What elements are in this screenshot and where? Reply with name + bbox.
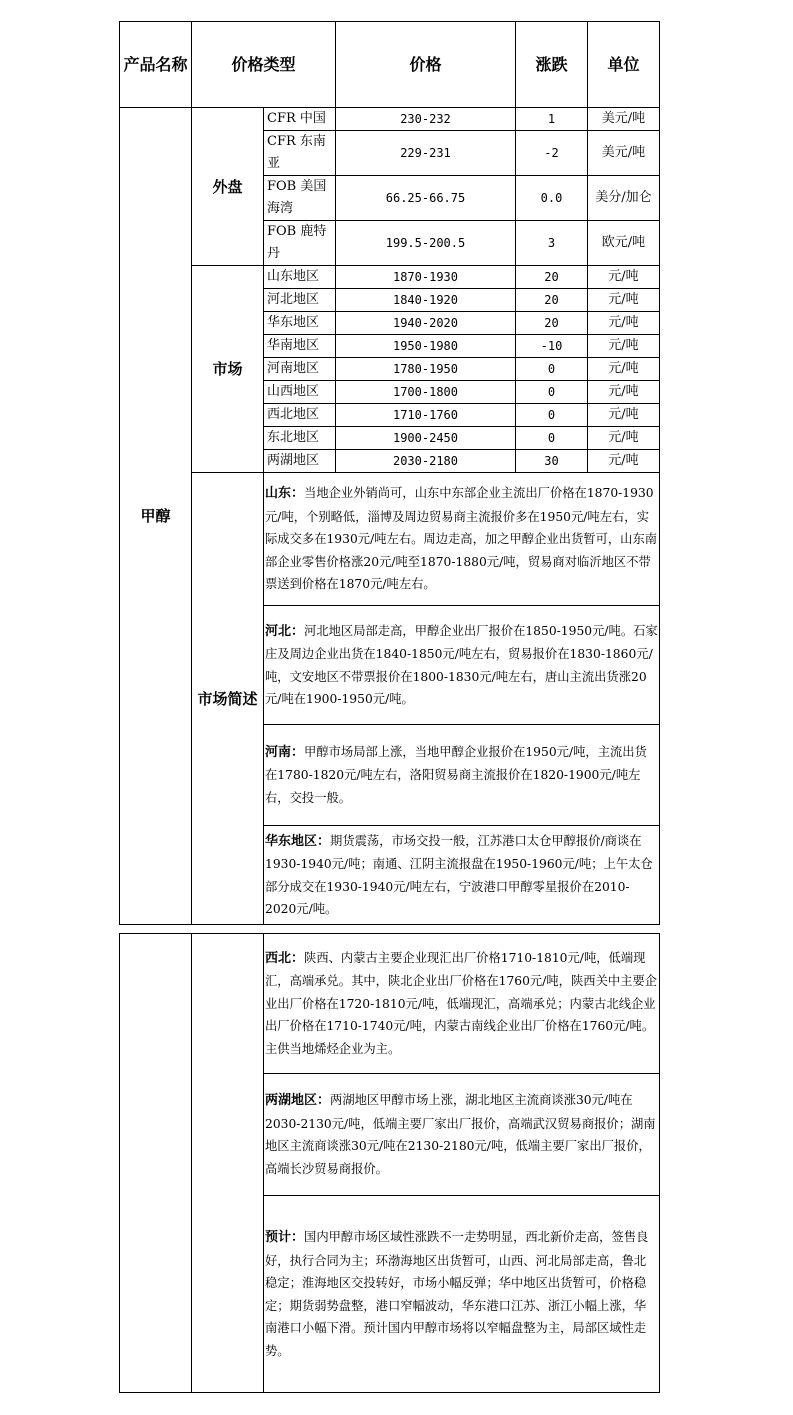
row-price: 1710-1760	[336, 404, 516, 427]
row-change: 0	[516, 381, 588, 404]
row-price: 66.25-66.75	[336, 176, 516, 221]
row-label: CFR 东南亚	[264, 131, 336, 176]
row-label: 西北地区	[264, 404, 336, 427]
row-change: 20	[516, 312, 588, 335]
summary-row	[120, 934, 660, 1074]
price-table	[119, 21, 660, 925]
summary-tag: 河南：	[265, 744, 305, 760]
row-price: 1780-1950	[336, 358, 516, 381]
group-outer: 外盘	[192, 108, 264, 266]
summary-henan	[264, 725, 660, 826]
row-label: 山西地区	[264, 381, 336, 404]
row-price: 2030-2180	[336, 450, 516, 473]
summary-tag: 河北：	[265, 623, 305, 639]
summary-text: 河北地区局部走高，甲醇企业出厂报价在1850-1950元/吨。石家庄及周边企业出货在1840-1850元/吨左右，贸易报价在1830-1860元/吨，文安地区不带票报价在1800-1830元/吨左右，唐山主流出货涨20元/吨在1900-1950元/吨。	[265, 623, 658, 706]
row-unit: 元/吨	[588, 312, 660, 335]
row-unit: 元/吨	[588, 289, 660, 312]
empty-product-cell	[120, 934, 192, 1393]
row-price: 1700-1800	[336, 381, 516, 404]
header-price-type: 价格类型	[192, 22, 336, 108]
summary-hebei	[264, 606, 660, 725]
row-unit: 美分/加仑	[588, 176, 660, 221]
summary-tag: 两湖地区：	[265, 1093, 331, 1108]
row-unit: 元/吨	[588, 450, 660, 473]
summary-text: 当地企业外销尚可，山东中东部企业主流出厂价格在1870-1930元/吨，个别略低，淄博及周边贸易商主流报价多在1950元/吨左右，实际成交多在1930元/吨左右。周边走高，加之甲醇企业出货暂可，山东南部企业零售价格涨20元/吨至1870-1880元/吨，贸易商对临沂地区不带票送到价格在1870元/吨左右。	[265, 486, 658, 592]
row-unit: 美元/吨	[588, 108, 660, 131]
summary-text: 两湖地区甲醇市场上涨，湖北地区主流商谈涨30元/吨在2030-2130元/吨，低端主要厂家出厂报价，高端武汉贸易商报价；湖南地区主流商谈涨30元/吨在2130-2180元/吨，低端主要厂家出厂报价，高端长沙贸易商报价。	[265, 1093, 656, 1176]
row-change: 20	[516, 266, 588, 289]
header-product: 产品名称	[120, 22, 192, 108]
row-label: 华东地区	[264, 312, 336, 335]
row-change: 0	[516, 404, 588, 427]
summary-tag: 华东地区：	[265, 833, 331, 849]
row-label: 华南地区	[264, 335, 336, 358]
row-label: 山东地区	[264, 266, 336, 289]
header-unit: 单位	[588, 22, 660, 108]
summary-text: 国内甲醇市场区域性涨跌不一走势明显，西北新价走高，签售良好，执行合同为主；环渤海地区出货暂可，山西、河北局部走高，鲁北稳定；淮海地区交投转好，市场小幅反弹；华中地区出货暂可，价格稳定；期货弱势盘整，港口窄幅波动，华东港口江苏、浙江小幅上涨，华南港口小幅下滑。预计国内甲醇市场将以窄幅盘整为主，局部区域性走势。	[265, 1230, 649, 1358]
row-change: 20	[516, 289, 588, 312]
header-price: 价格	[336, 22, 516, 108]
table-row	[120, 266, 660, 289]
empty-group-cell	[192, 934, 264, 1393]
summary-xibei	[264, 934, 660, 1074]
row-unit: 元/吨	[588, 381, 660, 404]
summary-text: 甲醇市场局部上涨，当地甲醇企业报价在1950元/吨，主流出货在1780-1820元/吨左右，洛阳贸易商主流报价在1820-1900元/吨左右，交投一般。	[265, 744, 647, 805]
summary-tag: 预计：	[265, 1230, 305, 1245]
row-price: 1940-2020	[336, 312, 516, 335]
summary-row	[120, 473, 660, 606]
summary-text: 陕西、内蒙古主要企业现汇出厂价格1710-1810元/吨，低端现汇，高端承兑。其中，陕北企业出厂价格在1760元/吨，陕西关中主要企业出厂价格在1720-1810元/吨，低端现汇，高端承兑；内蒙古北线企业出厂价格在1710-1740元/吨，内蒙古南线企业出厂价格在1760元/吨。主供当地烯烃企业为主。	[265, 950, 658, 1056]
row-price: 1950-1980	[336, 335, 516, 358]
header-change: 涨跌	[516, 22, 588, 108]
row-unit: 元/吨	[588, 427, 660, 450]
row-label: 河北地区	[264, 289, 336, 312]
summary-tag: 山东：	[265, 486, 305, 502]
row-unit: 元/吨	[588, 266, 660, 289]
row-label: 两湖地区	[264, 450, 336, 473]
group-market: 市场	[192, 266, 264, 473]
row-change: 30	[516, 450, 588, 473]
header-row	[120, 22, 660, 108]
row-unit: 元/吨	[588, 404, 660, 427]
summary-shandong	[264, 473, 660, 606]
summary-text: 期货震荡，市场交投一般，江苏港口太仓甲醇报价/商谈在1930-1940元/吨；南通、江阴主流报盘在1950-1960元/吨；上午太仓部分成交在1930-1940元/吨左右，宁波港口甲醇零星报价在2010-2020元/吨。	[265, 833, 653, 916]
row-price: 229-231	[336, 131, 516, 176]
summary-huadong	[264, 826, 660, 925]
row-change: 0	[516, 358, 588, 381]
row-price: 1840-1920	[336, 289, 516, 312]
summary-forecast	[264, 1196, 660, 1393]
row-change: -2	[516, 131, 588, 176]
summary-tag: 西北：	[265, 950, 305, 966]
row-price: 199.5-200.5	[336, 221, 516, 266]
row-label: 东北地区	[264, 427, 336, 450]
row-unit: 美元/吨	[588, 131, 660, 176]
summary-continuation-table	[119, 933, 660, 1393]
row-change: -10	[516, 335, 588, 358]
row-label: FOB 鹿特丹	[264, 221, 336, 266]
table-row	[120, 108, 660, 131]
row-unit: 元/吨	[588, 358, 660, 381]
group-summary: 市场简述	[192, 473, 264, 925]
row-price: 1900-2450	[336, 427, 516, 450]
row-price: 1870-1930	[336, 266, 516, 289]
row-label: FOB 美国海湾	[264, 176, 336, 221]
row-label: 河南地区	[264, 358, 336, 381]
row-price: 230-232	[336, 108, 516, 131]
product-name: 甲醇	[120, 108, 192, 925]
row-label: CFR 中国	[264, 108, 336, 131]
row-change: 1	[516, 108, 588, 131]
row-unit: 元/吨	[588, 335, 660, 358]
row-change: 0.0	[516, 176, 588, 221]
summary-lianghu	[264, 1074, 660, 1196]
row-unit: 欧元/吨	[588, 221, 660, 266]
row-change: 0	[516, 427, 588, 450]
row-change: 3	[516, 221, 588, 266]
